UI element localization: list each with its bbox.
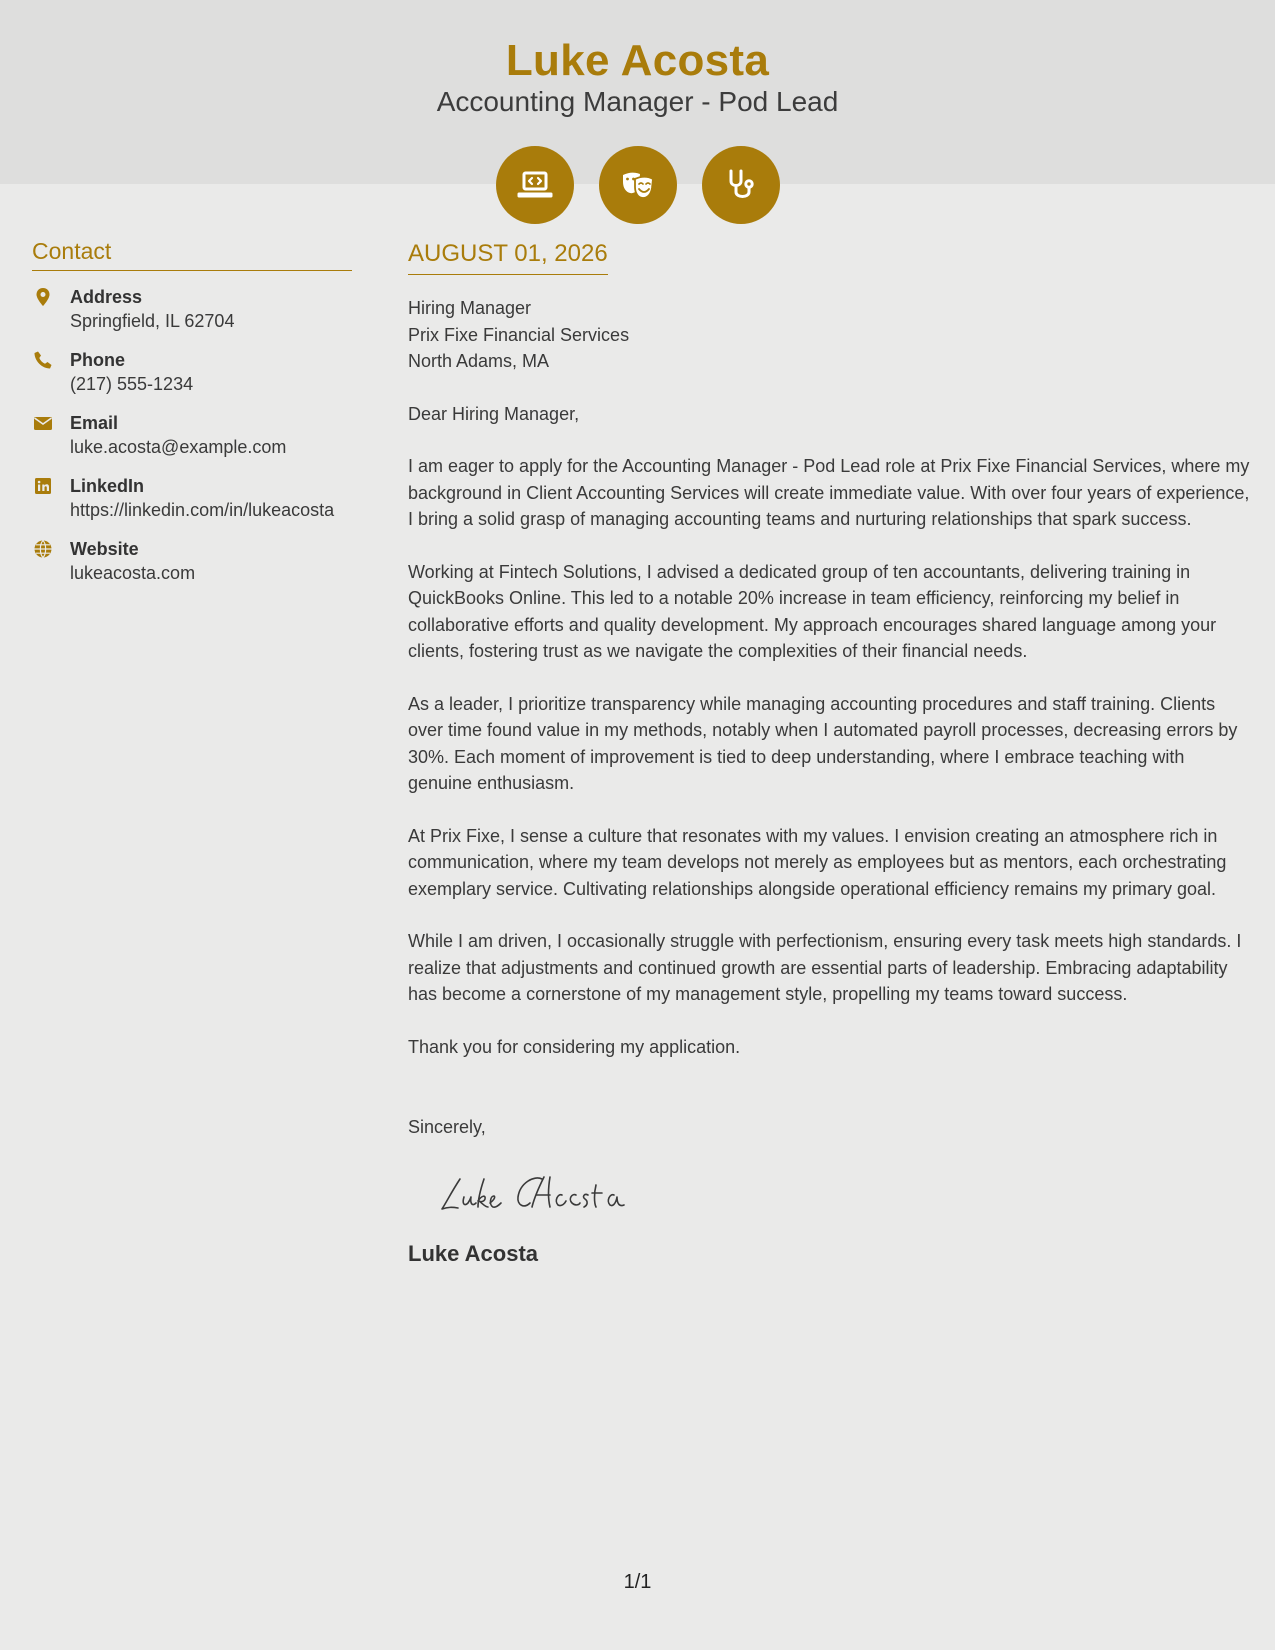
contact-label: Email — [70, 413, 119, 433]
letter-paragraph: I am eager to apply for the Accounting Manager - Pod Lead role at Prix Fixe Financial Services, where my background in Client Accounting Services will create immediate value. With over four years of experience, I bring a solid grasp of managing accounting teams and nurturing relationships that spark success. — [408, 456, 1250, 529]
contact-list — [32, 285, 352, 585]
contact-sidebar — [32, 238, 352, 600]
letter-paragraph: At Prix Fixe, I sense a culture that resonates with my values. I envision creating an atmosphere rich in communication, where my team develops not merely as employees but as mentors, each orchestrating exemplary service. Cultivating relationships alongside operational efficiency remains my primary goal. — [408, 825, 1227, 899]
recipient-line: Prix Fixe Financial Services — [408, 324, 630, 345]
linkedin-link[interactable]: https://linkedin.com/in/lukeacosta — [70, 500, 335, 520]
phone-value: (217) 555-1234 — [70, 374, 194, 394]
phone-icon — [32, 348, 70, 396]
contact-label: Address — [70, 287, 143, 307]
letter-paragraph: Working at Fintech Solutions, I advised a dedicated group of ten accountants, delivering training in QuickBooks Online. This led to a notable 20% increase in team efficiency, reinforcing my belief in collaborative efforts and quality development. My approach encourages shared language among your clients, fostering trust as we navigate the complexities of their financial needs. — [408, 561, 1217, 661]
closing: Sincerely, — [408, 1117, 486, 1137]
website-link[interactable]: lukeacosta.com — [70, 563, 196, 583]
address-value: Springfield, IL 62704 — [70, 311, 235, 331]
stethoscope-icon — [702, 146, 780, 224]
letter-body — [408, 240, 1253, 1267]
page-number: 1/1 — [623, 1571, 652, 1593]
recipient-block — [408, 295, 1253, 375]
contact-address — [32, 285, 352, 333]
job-title: Accounting Manager - Pod Lead — [436, 86, 839, 117]
laptop-code-icon — [496, 146, 574, 224]
letter-paragraph: While I am driven, I occasionally struggle with perfectionism, ensuring every task meets high standards. I realize that adjustments and continued growth are essential parts of leadership. Embracing adaptability has become a cornerstone of my management style, propelling my teams toward success. — [408, 931, 1242, 1004]
letter-paragraph: As a leader, I prioritize transparency while managing accounting procedures and staff training. Clients over time found value in my methods, notably when I automated payroll processes, decreasing errors by 30%. Each moment of improvement is tied to deep understanding, where I embrace teaching with genuine enthusiasm. — [408, 693, 1238, 793]
email-link[interactable]: luke.acosta@example.com — [70, 437, 287, 457]
applicant-name: Luke Acosta — [505, 36, 770, 85]
greeting: Dear Hiring Manager, — [408, 403, 580, 424]
contact-email — [32, 411, 352, 459]
contact-linkedin — [32, 474, 352, 522]
contact-label: LinkedIn — [70, 476, 145, 496]
letter-date: AUGUST 01, 2026 — [408, 240, 608, 275]
contact-phone — [32, 348, 352, 396]
signer-name: Luke Acosta — [408, 1240, 539, 1266]
map-pin-icon — [32, 285, 70, 333]
contact-label: Phone — [70, 350, 126, 370]
recipient-line: Hiring Manager — [408, 298, 532, 318]
contact-website — [32, 537, 352, 585]
contact-heading: Contact — [32, 238, 352, 271]
linkedin-icon — [32, 474, 70, 522]
envelope-icon — [32, 411, 70, 459]
globe-icon — [32, 537, 70, 585]
theater-masks-icon — [599, 146, 677, 224]
letter-paragraph: Thank you for considering my application. — [408, 1036, 741, 1057]
contact-label: Website — [70, 539, 139, 559]
recipient-line: North Adams, MA — [408, 351, 550, 371]
handwritten-signature — [438, 1161, 1253, 1221]
interest-icons — [0, 146, 1275, 224]
